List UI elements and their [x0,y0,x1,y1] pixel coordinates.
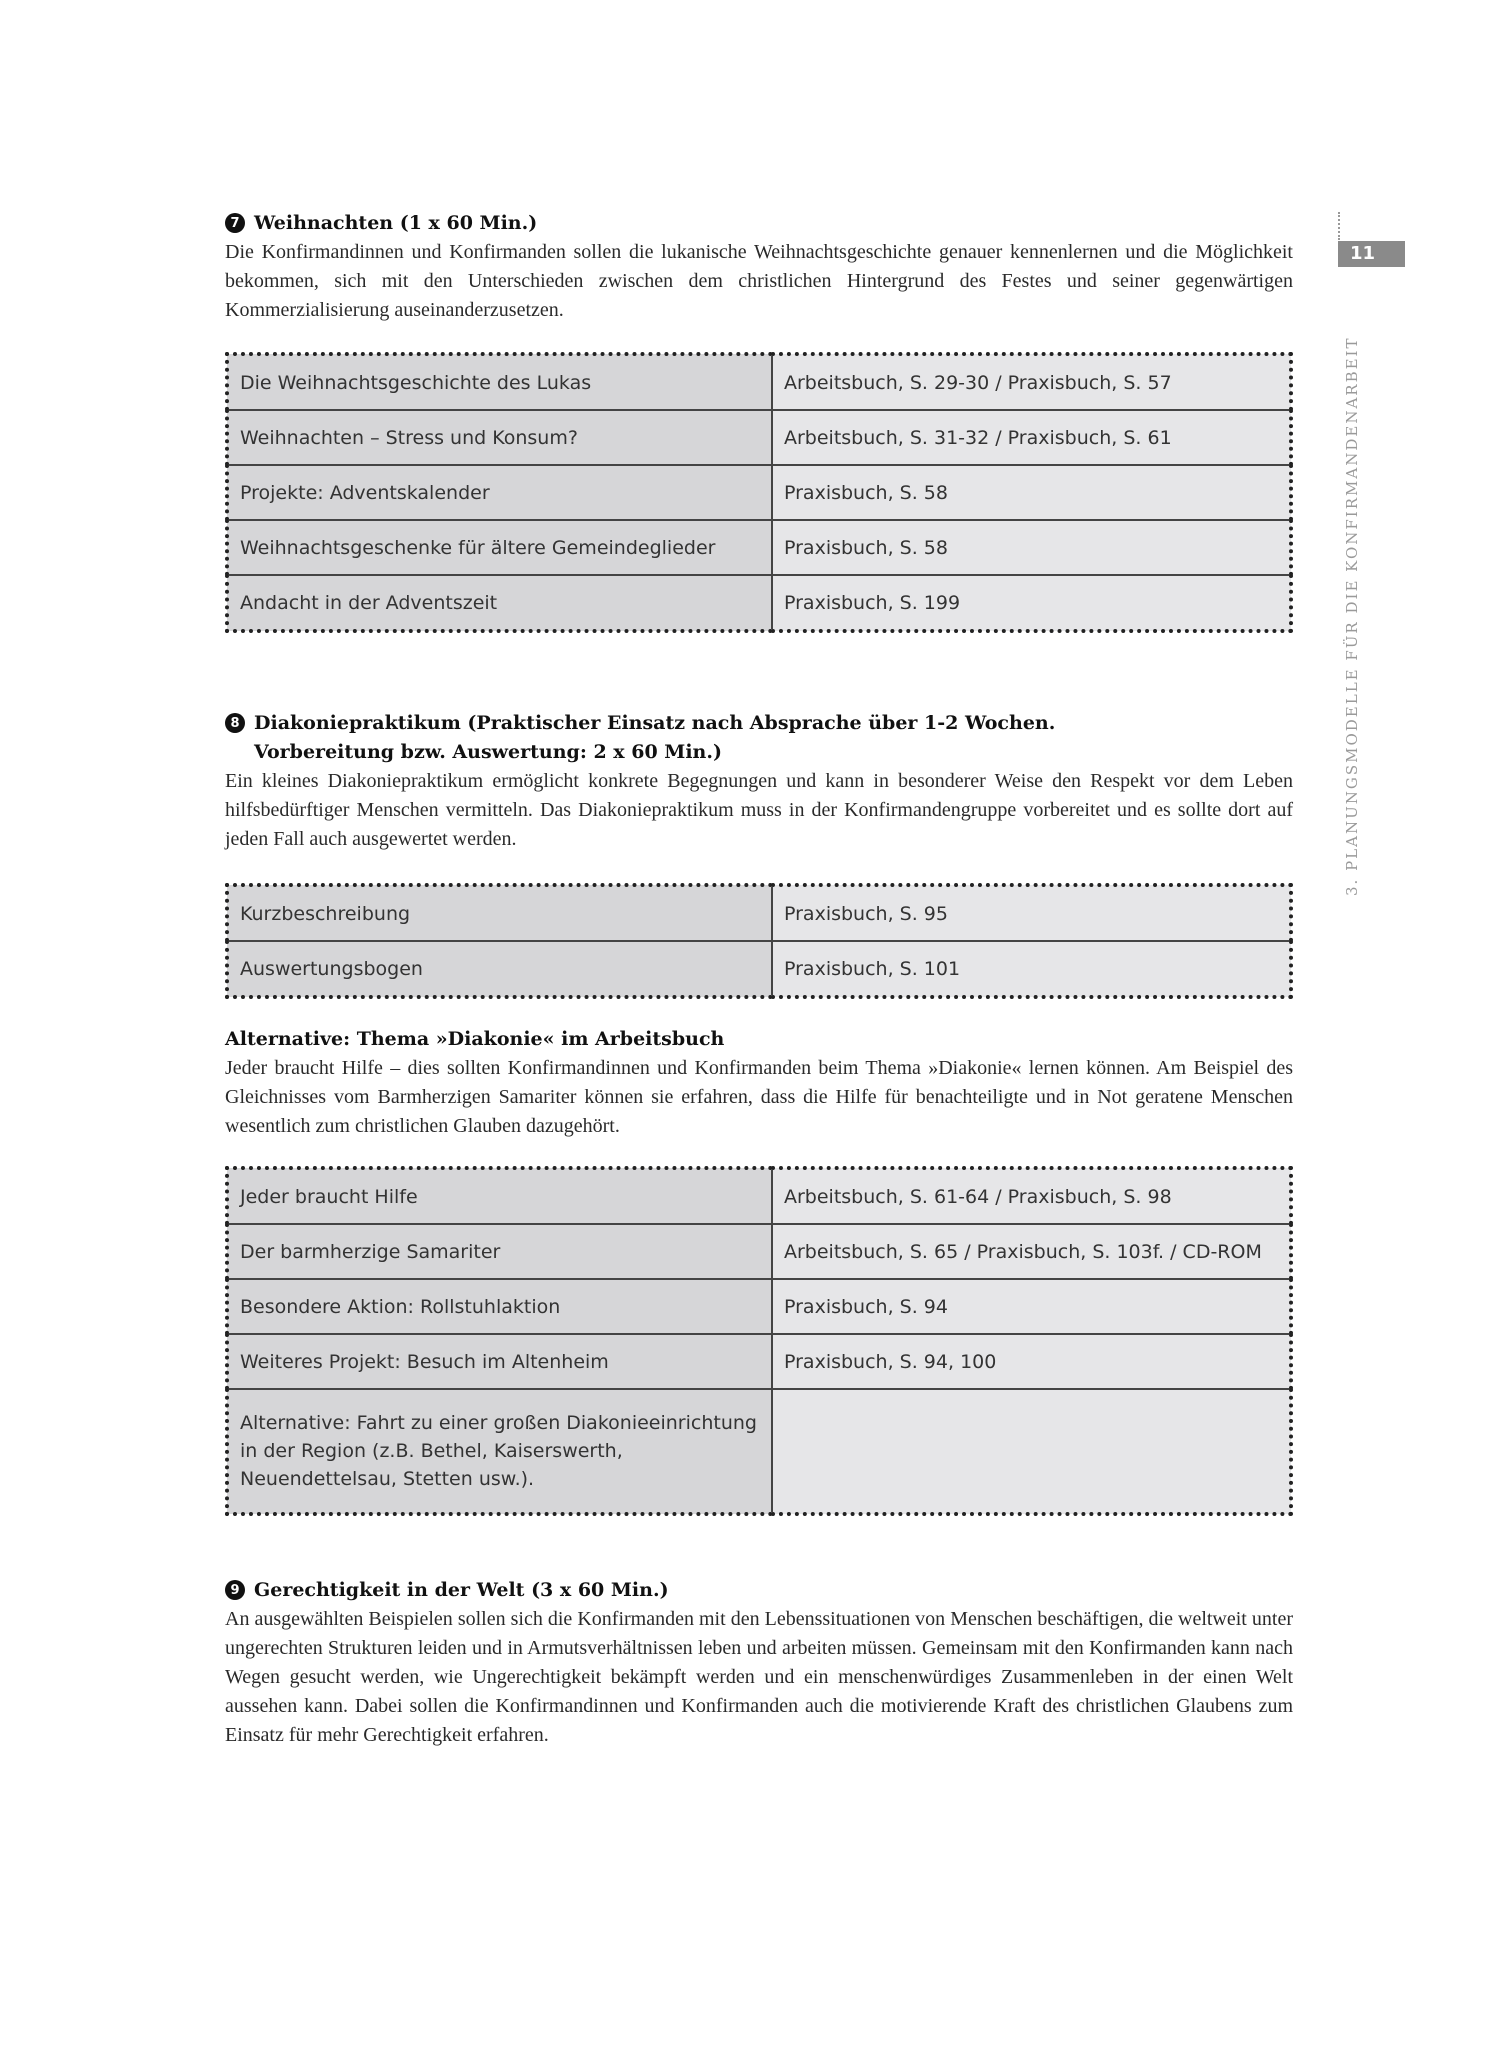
section-8 [225,709,1293,854]
section-number-badge: 9 [225,1580,245,1600]
section-9 [225,1576,1293,1750]
table-7-wrap [225,352,1293,633]
table-row [227,465,1291,520]
alternative-text: Jeder braucht Hilfe – dies sollten Konfirmandinnen und Konfirmanden beim Thema »Diakonie« lernen können. Am Beispiel des Gleichnisses vom Barmherzigen Samariter können sie erfahren, dass die Hilfe für benachteiligte und in Not geratene Menschen wesentlich zum christlichen Glauben dazugehört. [225,1057,1293,1137]
table-cell-reference: Arbeitsbuch, S. 29-30 / Praxisbuch, S. 57 [772,354,1291,410]
table-row [227,941,1291,997]
table-cell-reference: Praxisbuch, S. 58 [772,465,1291,520]
table-cell-topic: Besondere Aktion: Rollstuhlaktion [227,1279,772,1334]
table-row [227,1168,1291,1224]
chapter-title: 3. PLANUNGSMODELLE FÜR DIE KONFIRMANDENARBEIT [1343,336,1361,896]
table-cell-topic: Weihnachten – Stress und Konsum? [227,410,772,465]
section-title: Gerechtigkeit in der Welt (3 x 60 Min.) [254,1579,669,1601]
section-7-heading [225,209,1293,238]
alternative-heading: Alternative: Thema »Diakonie« im Arbeitsbuch [225,1028,725,1050]
section-number-badge: 8 [225,713,245,733]
table-cell-reference: Praxisbuch, S. 101 [772,941,1291,997]
side-dots [1338,212,1354,240]
table-cell-topic: Andacht in der Adventszeit [227,575,772,631]
table-row [227,1389,1291,1514]
table-cell-topic: Weihnachtsgeschenke für ältere Gemeindeglieder [227,520,772,575]
table-row [227,410,1291,465]
section-8-text: Ein kleines Diakoniepraktikum ermöglicht konkrete Begegnungen und kann in besonderer Weise den Respekt vor dem Leben hilfsbedürftiger Menschen vermitteln. Das Diakoniepraktikum muss in der Konfirmandengruppe vorbereitet und es sollte dort auf jeden Fall auch ausgewertet werden. [225,770,1293,850]
table-row [227,520,1291,575]
table-row [227,1334,1291,1389]
table-8-wrap [225,883,1293,999]
table-row [227,575,1291,631]
table-row [227,354,1291,410]
section-number-badge: 7 [225,213,245,233]
table-cell-reference: Arbeitsbuch, S. 31-32 / Praxisbuch, S. 61 [772,410,1291,465]
table-cell-reference: Praxisbuch, S. 94, 100 [772,1334,1291,1389]
table-cell-reference: Arbeitsbuch, S. 65 / Praxisbuch, S. 103f. / CD-ROM [772,1224,1291,1279]
alternative-block [225,1025,1293,1141]
table-alt-wrap [225,1166,1293,1516]
section-7 [225,209,1293,325]
section-9-text: An ausgewählten Beispielen sollen sich die Konfirmanden mit den Lebenssituationen von Menschen beschäftigen, die weltweit unter ungerechten Strukturen leiden und in Armutsverhältnissen leben und arbeiten müssen. Gemeinsam mit den Konfirmanden kann nach Wegen gesucht werden, wie Ungerechtigkeit bekämpft werden und ein menschenwürdiges Zusammenleben in der einen Welt aussehen kann. Dabei sollen die Konfirmandinnen und Konfirmanden auch die motivierende Kraft des christlichen Glaubens zum Einsatz für mehr Gerechtigkeit erfahren. [225,1608,1293,1746]
reference-table-alternative [225,1166,1293,1516]
table-row [227,1224,1291,1279]
table-cell-topic: Auswertungsbogen [227,941,772,997]
reference-table-7 [225,352,1293,633]
table-cell-reference: Praxisbuch, S. 95 [772,885,1291,941]
section-title-line-2: Vorbereitung bzw. Auswertung: 2 x 60 Min.) [254,741,722,763]
table-cell-reference: Praxisbuch, S. 199 [772,575,1291,631]
table-cell-topic: Der barmherzige Samariter [227,1224,772,1279]
table-cell-topic: Weiteres Projekt: Besuch im Altenheim [227,1334,772,1389]
section-title: Weihnachten (1 x 60 Min.) [254,212,538,234]
section-title [254,709,1055,767]
section-title-line-1: Diakoniepraktikum (Praktischer Einsatz nach Absprache über 1-2 Wochen. [254,712,1056,734]
table-cell-reference: Arbeitsbuch, S. 61-64 / Praxisbuch, S. 98 [772,1168,1291,1224]
table-cell-topic: Jeder braucht Hilfe [227,1168,772,1224]
table-row [227,1279,1291,1334]
table-cell-reference [772,1389,1291,1514]
table-cell-topic: Projekte: Adventskalender [227,465,772,520]
section-9-heading [225,1576,1293,1605]
table-row [227,885,1291,941]
page-number: 11 [1338,241,1405,267]
section-7-text: Die Konfirmandinnen und Konfirmanden sollen die lukanische Weihnachtsgeschichte genauer kennenlernen und die Möglichkeit bekommen, sich mit den Unterschieden zwischen dem christlichen Hintergrund des Festes und seiner gegenwärtigen Kommerzialisierung auseinanderzusetzen. [225,241,1293,321]
table-cell-reference: Praxisbuch, S. 58 [772,520,1291,575]
table-cell-topic: Alternative: Fahrt zu einer großen Diakonieeinrichtung in der Region (z.B. Bethel, Kaiserswerth, Neuendettelsau, Stetten usw.). [227,1389,772,1514]
reference-table-8 [225,883,1293,999]
table-cell-reference: Praxisbuch, S. 94 [772,1279,1291,1334]
section-8-heading [225,709,1293,767]
table-cell-topic: Kurzbeschreibung [227,885,772,941]
table-cell-topic: Die Weihnachtsgeschichte des Lukas [227,354,772,410]
